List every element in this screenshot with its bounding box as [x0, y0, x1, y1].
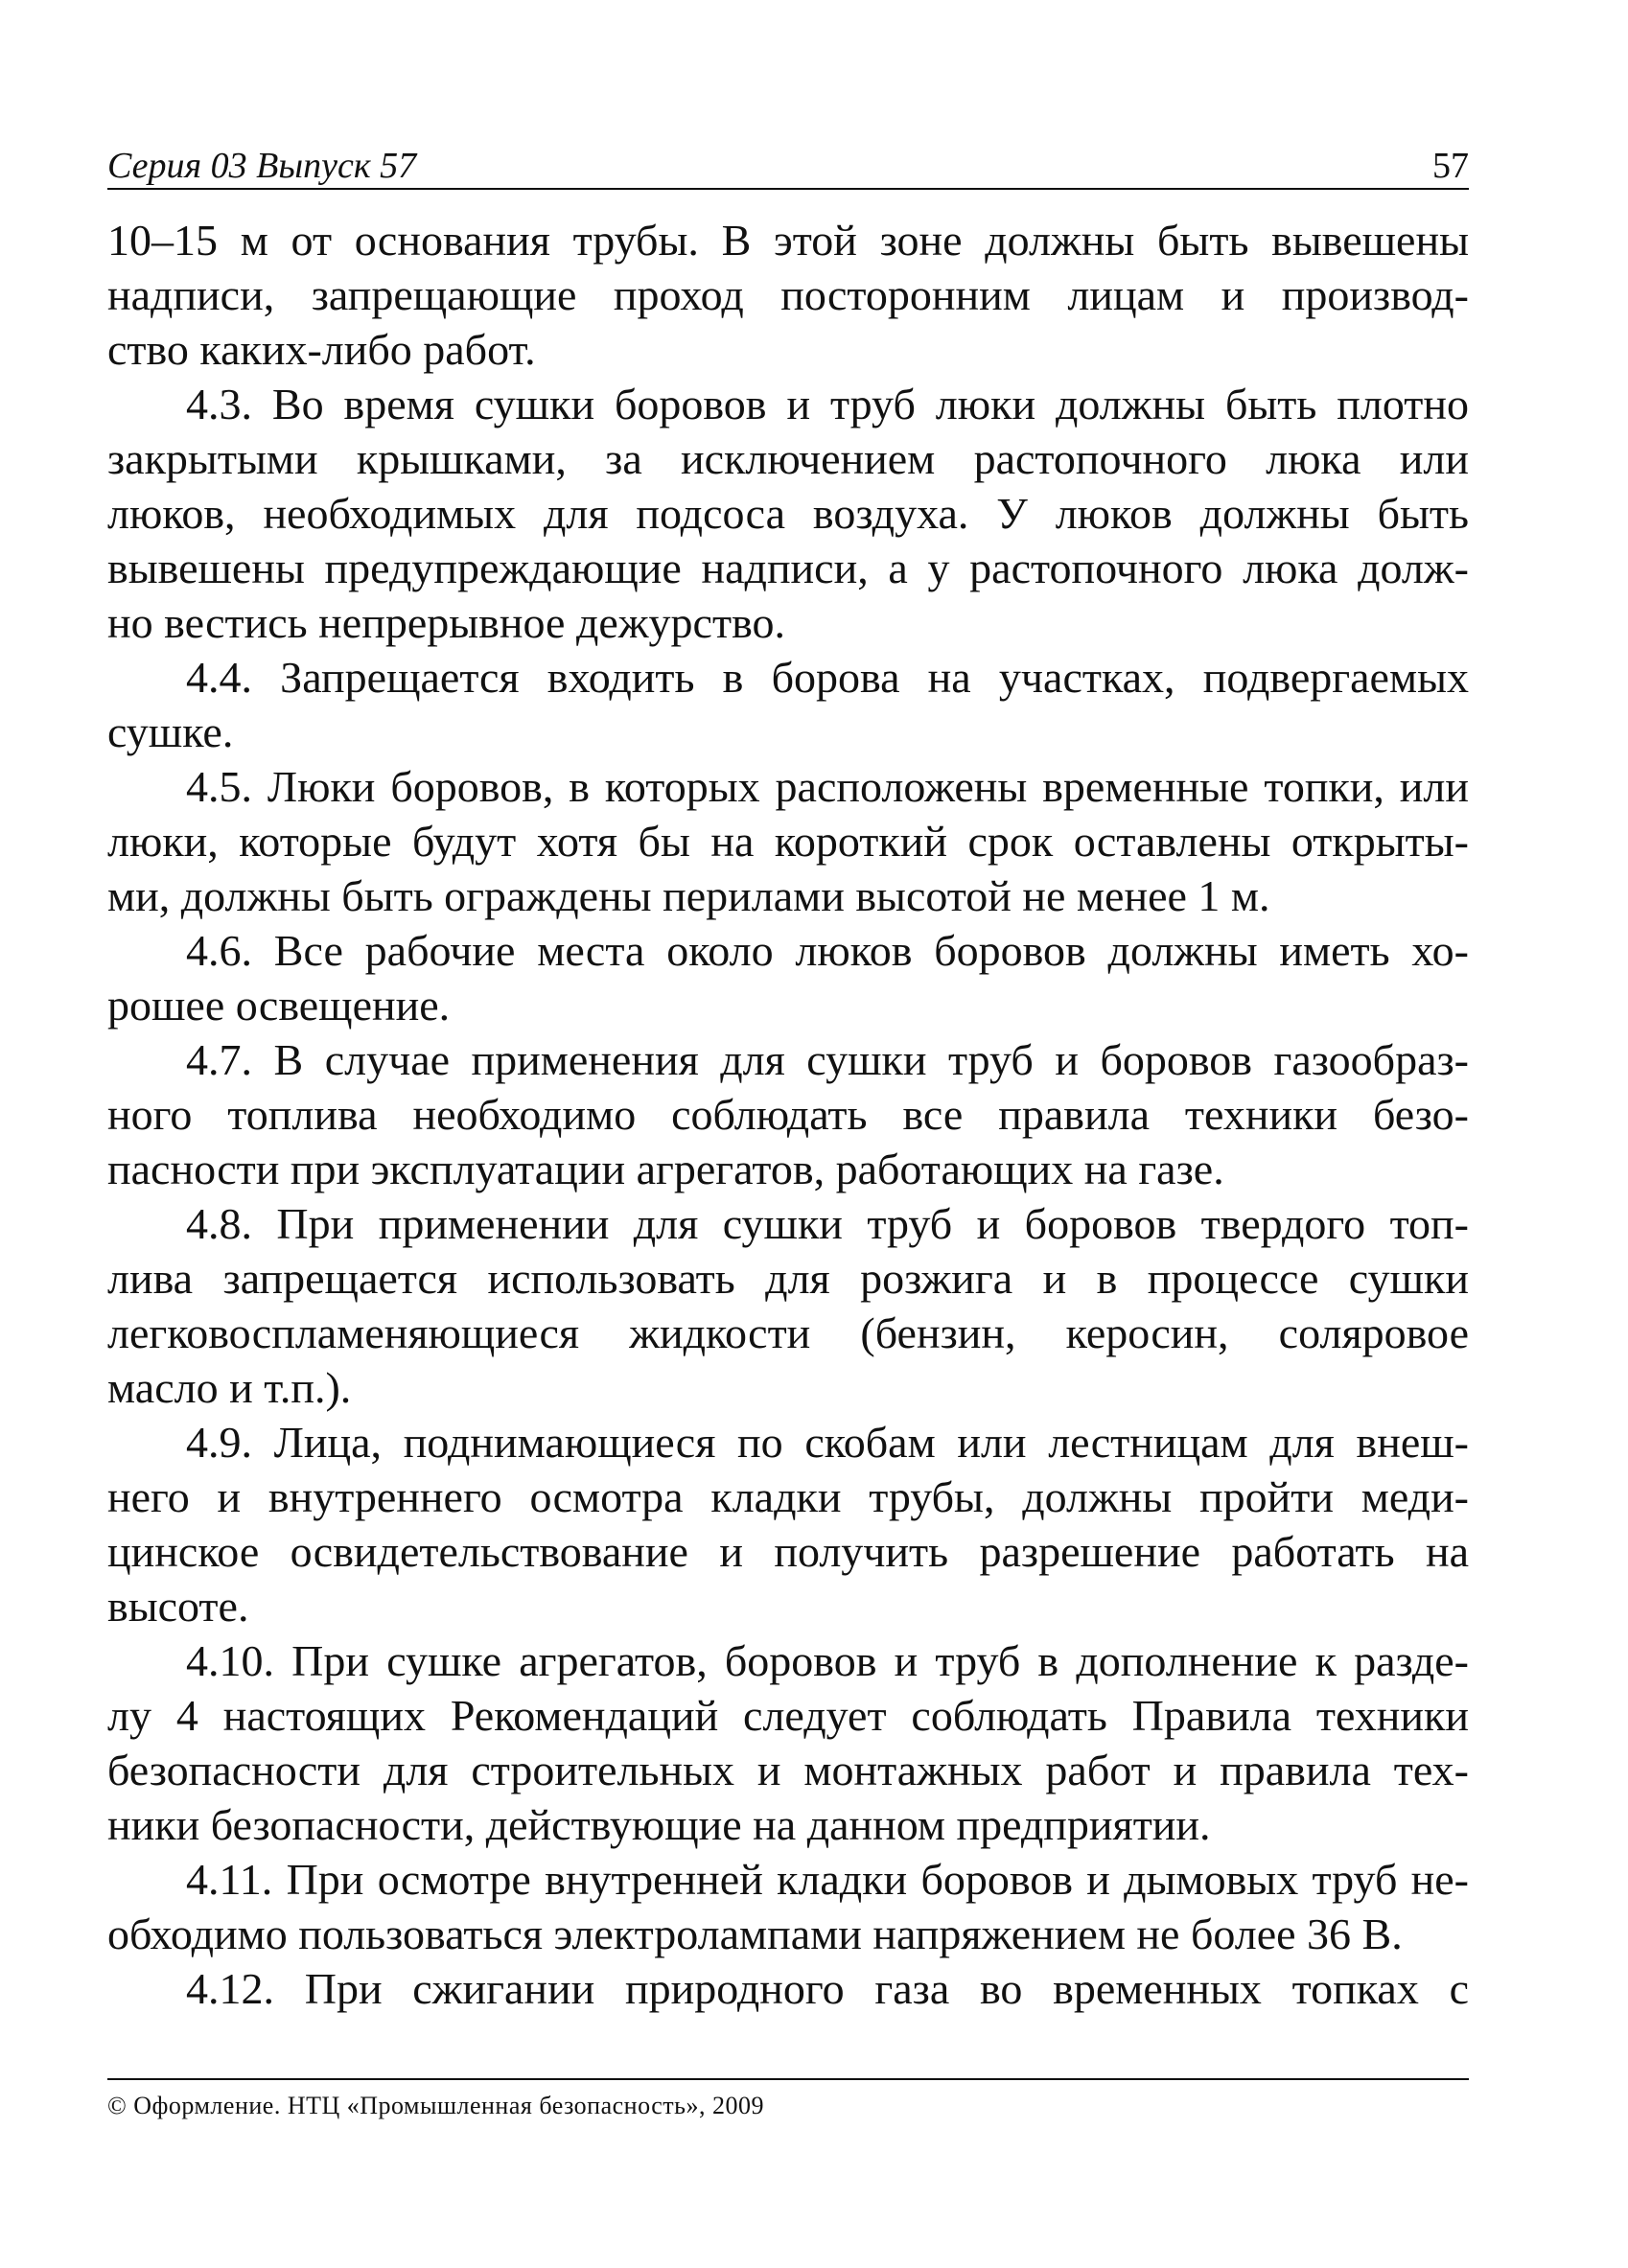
text-line: обходимо пользоваться электролампами напряжением не более 36 В.: [107, 1909, 1403, 1958]
text-line: закрытыми крышками, за исключением растопочного люка или: [107, 434, 1469, 483]
text-line: рошее освещение.: [107, 981, 451, 1030]
text-line: люков, необходимых для подсоса воздуха. У люков должны быть: [107, 489, 1469, 538]
text-line: него и внутреннего осмотра кладки трубы, должны пройти меди-: [107, 1472, 1469, 1521]
text-line: вывешены предупреждающие надписи, а у растопочного люка долж-: [107, 544, 1469, 592]
text-line: 4.6. Все рабочие места около люков боровов должны иметь хо-: [186, 926, 1469, 975]
text-line: 4.12. При сжигании природного газа во временных топках с: [186, 1964, 1469, 2013]
text-line: пасности при эксплуатации агрегатов, работающих на газе.: [107, 1145, 1224, 1193]
page-number: 57: [1432, 146, 1469, 186]
text-line: ного топлива необходимо соблюдать все правила техники безо-: [107, 1090, 1469, 1139]
text-line: сушке.: [107, 707, 234, 756]
text-line: 4.8. При применении для сушки труб и боровов твердого топ-: [186, 1199, 1469, 1248]
text-line: 4.11. При осмотре внутренней кладки боровов и дымовых труб не-: [186, 1855, 1469, 1904]
text-line: высоте.: [107, 1582, 249, 1631]
text-line: 4.9. Лица, поднимающиеся по скобам или лестницам для внеш-: [186, 1418, 1469, 1467]
text-line: 10–15 м от основания трубы. В этой зоне должны быть вывешены: [107, 216, 1469, 265]
text-line: масло и т.п.).: [107, 1363, 352, 1412]
footer-copyright: © Оформление. НТЦ «Промышленная безопасность», 2009: [107, 2092, 764, 2119]
text-line: 4.3. Во время сушки боровов и труб люки должны быть плотно: [186, 380, 1469, 428]
text-line: люки, которые будут хотя бы на короткий срок оставлены открыты-: [107, 817, 1469, 866]
text-line: цинское освидетельствование и получить разрешение работать на: [107, 1527, 1469, 1576]
text-line: ство каких-либо работ.: [107, 325, 536, 374]
text-line: 4.7. В случае применения для сушки труб и боровов газообраз-: [186, 1035, 1469, 1084]
text-line: лива запрещается использовать для розжига и в процессе сушки: [107, 1254, 1469, 1303]
running-header: [107, 144, 1469, 190]
text-line: 4.4. Запрещается входить в борова на участках, подвергаемых: [186, 653, 1469, 702]
text-line: безопасности для строительных и монтажных работ и правила тех-: [107, 1746, 1469, 1794]
text-line: лу 4 настоящих Рекомендаций следует соблюдать Правила техники: [107, 1691, 1469, 1740]
footer-rule: [107, 2078, 1469, 2080]
text-line: 4.5. Люки боровов, в которых расположены временные топки, или: [186, 762, 1469, 811]
text-line: ники безопасности, действующие на данном предприятии.: [107, 1800, 1211, 1849]
text-line: 4.10. При сушке агрегатов, боровов и труб в дополнение к разде-: [186, 1636, 1469, 1685]
series-label: Серия 03 Выпуск 57: [107, 146, 417, 186]
text-line: надписи, запрещающие проход посторонним лицам и производ-: [107, 270, 1469, 319]
text-line: легковоспламеняющиеся жидкости (бензин, керосин, соляровое: [107, 1308, 1469, 1357]
text-line: но вестись непрерывное дежурство.: [107, 598, 785, 647]
body-text: [107, 213, 1469, 2016]
text-line: ми, должны быть ограждены перилами высотой не менее 1 м.: [107, 871, 1270, 920]
